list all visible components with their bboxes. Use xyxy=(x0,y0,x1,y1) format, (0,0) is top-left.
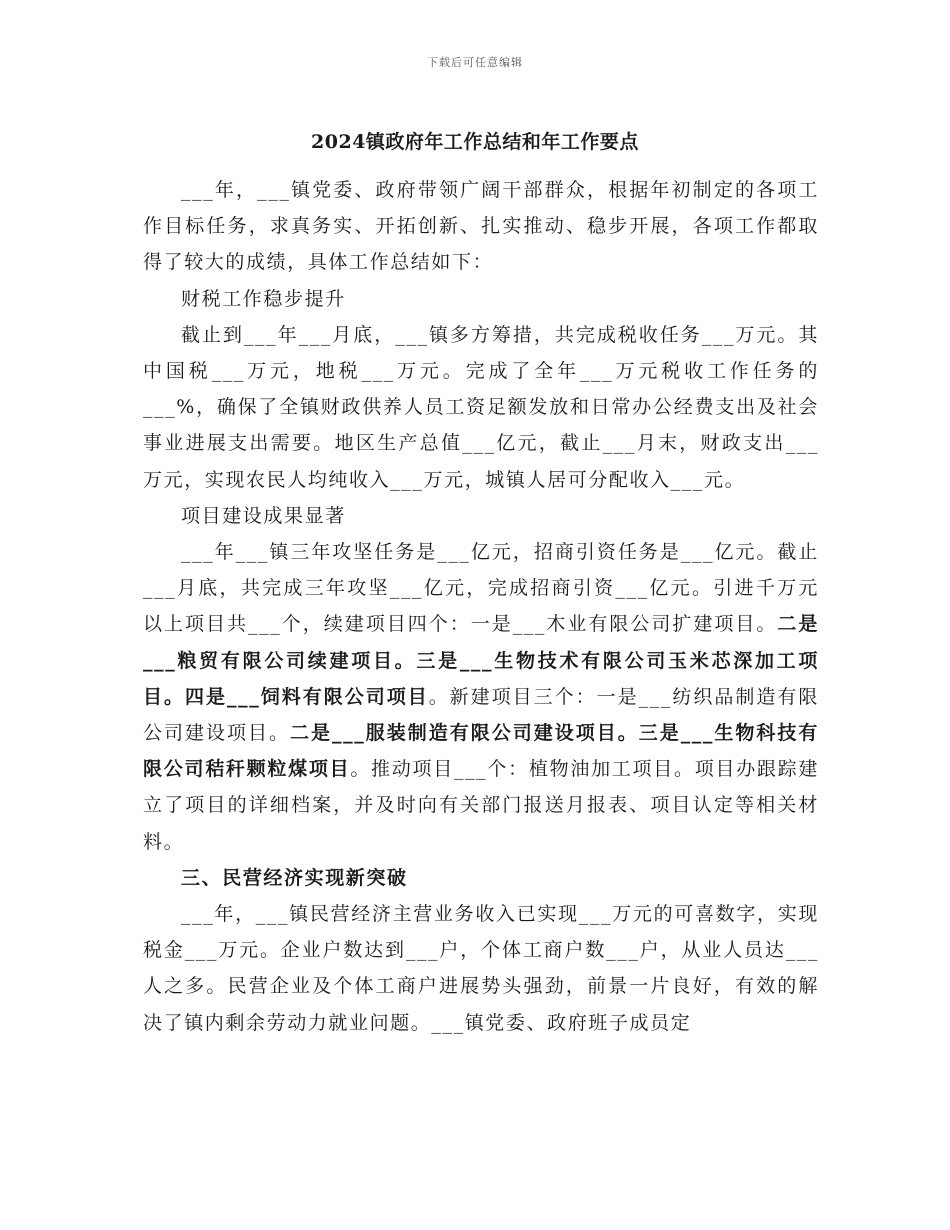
section-heading-projects: 项目建设成果显著 xyxy=(181,504,346,527)
projects-bold-1: 二是___粮贸有限公司续建项目。三是___生物技术有限公司玉米芯深加工项目。四是___饲料有限公司项目 xyxy=(143,613,819,708)
projects-text-3: 。推动项目___个：植物油加工项目。项目办跟踪建立了项目的详细档案，并及时向有关部门报送月报表、项目认定等相关材料。 xyxy=(143,758,819,853)
private-economy-paragraph: ___年，___镇民营经济主营业务收入已实现___万元的可喜数字，实现税金___万元。企业户数达到___户，个体工商户数___户，从业人员达___人之多。民营企业及个体工商户进展势头强劲，前景一片良好，有效的解决了镇内剩余劳动力就业问题。___镇党委、政府班子成员定 xyxy=(143,903,819,1034)
document-title: 2024镇政府年工作总结和年工作要点 xyxy=(311,131,639,153)
page-header-note: 下载后可任意编辑 xyxy=(427,56,523,69)
section-heading-finance: 财税工作稳步提升 xyxy=(181,287,346,310)
intro-paragraph: ___年，___镇党委、政府带领广阔干部群众，根据年初制定的各项工作目标任务，求真务实、开拓创新、扎实推动、稳步开展，各项工作都取得了较大的成绩，具体工作总结如下： xyxy=(143,179,819,274)
projects-bold-2: 二是___服装制造有限公司建设项目。三是___生物科技有限公司秸秆颗粒煤项目 xyxy=(143,722,819,781)
projects-text-2: 。新建项目三个：一是___纺织品制造有限公司建设项目。 xyxy=(143,685,819,745)
projects-paragraph xyxy=(143,534,819,860)
document-body xyxy=(143,172,819,1041)
finance-paragraph: 截止到___年___月底，___镇多方筹措，共完成税收任务___万元。其中国税___万元，地税___万元。完成了全年___万元税收工作任务的___%，确保了全镇财政供养人员工资足额发放和日常办公经费支出及社会事业进展支出需要。地区生产总值___亿元，截止___月末，财政支出___万元，实现农民人均纯收入___万元，城镇人居可分配收入___元。 xyxy=(143,323,819,491)
section-heading-private-economy: 三、民营经济实现新突破 xyxy=(181,866,408,889)
projects-text-1: ___年___镇三年攻坚任务是___亿元，招商引资任务是___亿元。截止___月底，共完成三年攻坚___亿元，完成招商引资___亿元。引进千万元以上项目共___个，续建项目四个：一是___木业有限公司扩建项目。 xyxy=(143,541,819,636)
